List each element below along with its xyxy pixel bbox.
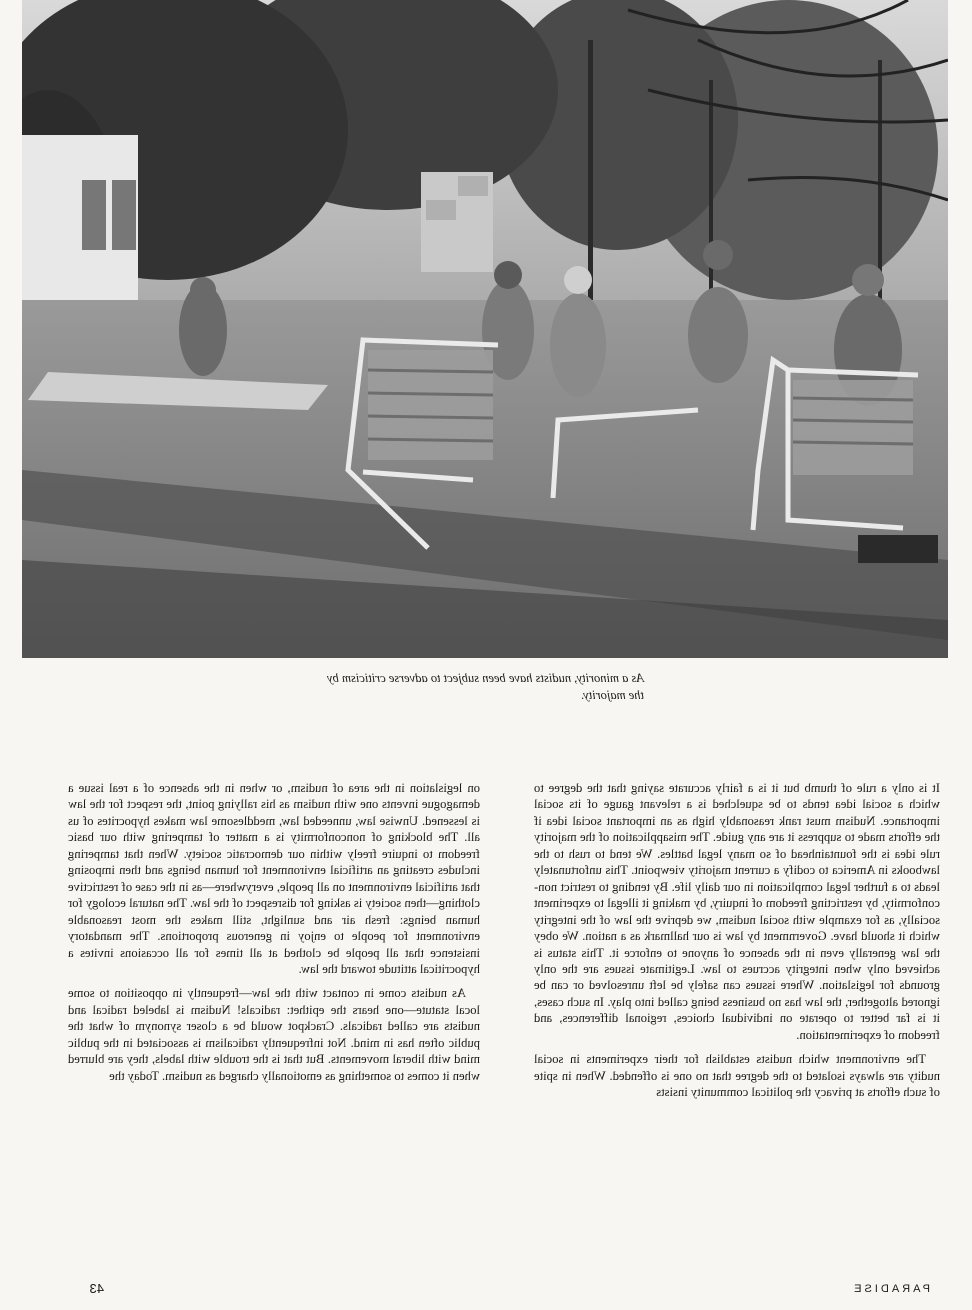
photo-icon bbox=[22, 0, 948, 658]
text-column-left bbox=[534, 780, 940, 1101]
paragraph: on legislation in the area of nudism, or when in the absence of a real issue a demagogue invents one with nudism as his rallying point, the respect for the law is lessened. Unwise law, unneeded law, meddlesome law makes hypocrites of us all. The blocking of nonconformity is a matter of tampering with our basic freedom to inquire freely within our democratic society. When that tampering includes creating an artificial environment for human beings and then imposing that artificial environment on all people, everywhere—as in the case of restrictive clothing—then society is asking for disrespect of the law. The natural ecology for human beings: fresh air and sunlight, still makes the most reasonable environment for people to enjoy in generous proportions. The mandatory insistence that all people be clothed at all times for all occasions invites a hypocritical attitude toward the law. bbox=[68, 781, 480, 976]
page-number: 43 bbox=[89, 1281, 104, 1296]
paragraph: It is only a rule of thumb but it is a fairly accurate saying that the degree to which a social idea tends to be squelched is a relevant gauge of its social importance. Nudism must rank reasonably high as an important social idea if the efforts made to suppress it are any guide. The misapplication of the majority rule idea is the fountainhead of so many legal battles. We tend to rush to the lawbooks in America to codify a current majority viewpoint. This unfortunately leads to a further legal complication in our daily life. By tending to restrict non-conformity, by restricting freedom of inquiry, by making it illegal to experiment socially, as for example with social nudism, we deprive the law of the integrity which it should have. Government by law is our hallmark as a nation. We obey the law generally even in the absence of anyone to enforce it. This status is achieved only when integrity accrues to law. Legitimate issues are the only grounds for legislation. Where issues can safely be left unresolved or can be ignored altogether, the law has no business being called into play. In such cases, it is far better to operate on individual choices, regional differences, and freedom of experimentation. bbox=[534, 781, 940, 1042]
magazine-name: PARADISE bbox=[851, 1283, 930, 1295]
text-column-right bbox=[68, 780, 480, 1084]
garden-photo bbox=[22, 0, 948, 658]
paragraph: As nudists come in contact with the law—frequently in opposition to some local statute—one hears the epithet: radicals! Nudism is labeled radical and nudists are called radicals. Crackpot would be a closer synonym of what the public often has in mind. Not infrequently radicalism is associated in the public mind with liberal movements. But that is the trouble with labels, they are blurred when it comes to something as emotionally charged as nudism. Today the bbox=[68, 986, 480, 1083]
photo-caption: As a minority, nudists have been subject to adverse criticism by the majority. bbox=[327, 671, 644, 702]
paragraph: The environment which nudists establish for their experiments in social nudity are always isolated to the degree that no one is offended. When in spite of such efforts at privacy the political community insists bbox=[534, 1052, 940, 1100]
